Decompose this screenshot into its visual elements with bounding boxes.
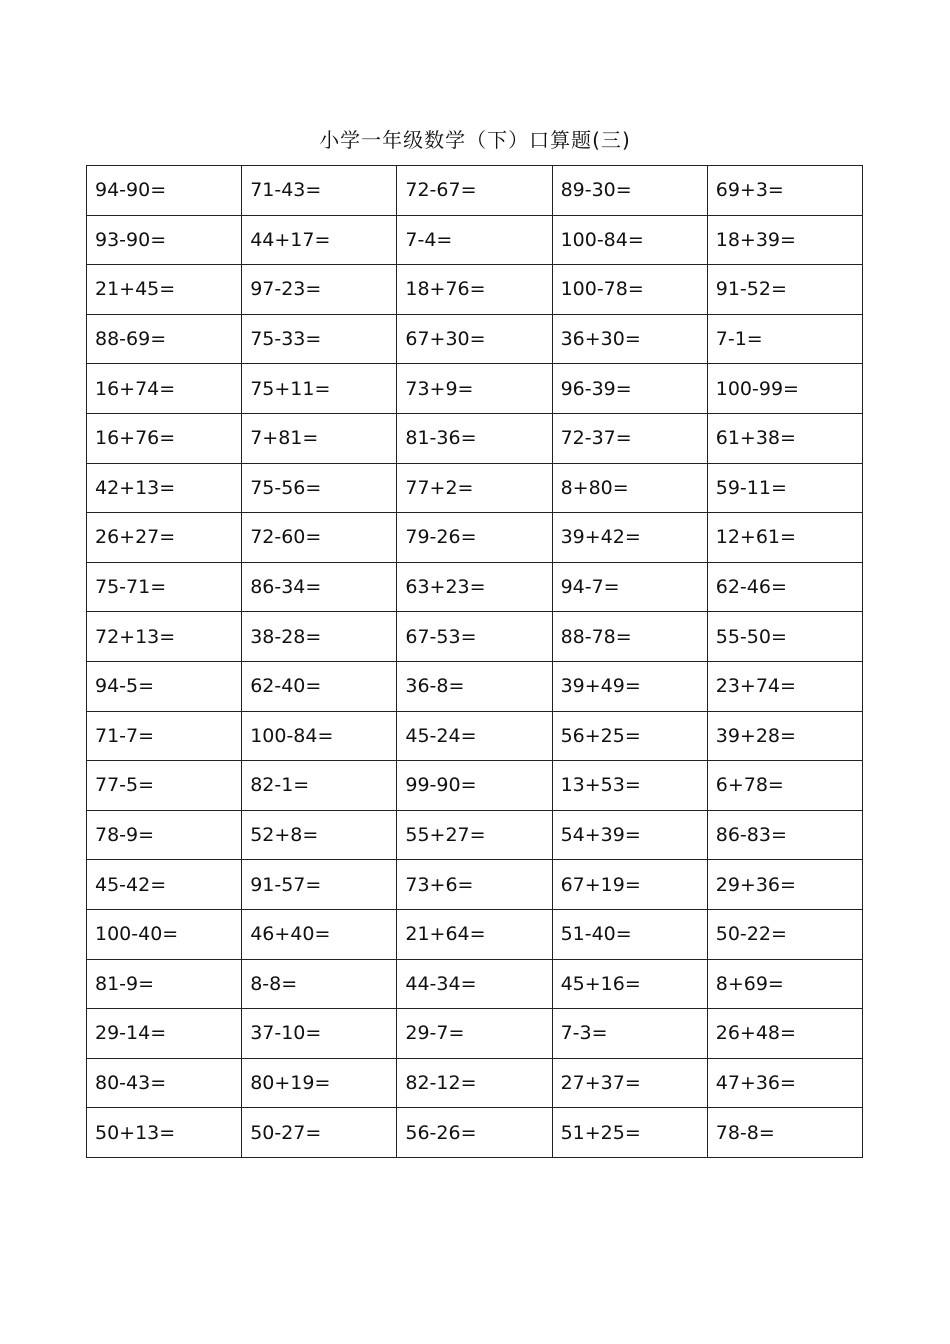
problem-cell: 18+76= (397, 265, 552, 315)
problem-cell: 37-10= (242, 1009, 397, 1059)
problem-cell: 62-46= (707, 562, 862, 612)
problem-cell: 21+45= (87, 265, 242, 315)
problem-cell: 27+37= (552, 1058, 707, 1108)
problem-cell: 29+36= (707, 860, 862, 910)
problem-cell: 50+13= (87, 1108, 242, 1158)
table-body (87, 166, 863, 1158)
problem-cell: 51+25= (552, 1108, 707, 1158)
problem-cell: 36-8= (397, 661, 552, 711)
table-row (87, 413, 863, 463)
problem-cell: 72-60= (242, 513, 397, 563)
problem-cell: 47+36= (707, 1058, 862, 1108)
problem-cell: 82-12= (397, 1058, 552, 1108)
problem-cell: 46+40= (242, 909, 397, 959)
problem-cell: 7-3= (552, 1009, 707, 1059)
table-row (87, 364, 863, 414)
problem-cell: 8+69= (707, 959, 862, 1009)
problem-cell: 100-40= (87, 909, 242, 959)
problem-cell: 6+78= (707, 761, 862, 811)
problem-cell: 77+2= (397, 463, 552, 513)
problem-cell: 94-5= (87, 661, 242, 711)
problem-cell: 45+16= (552, 959, 707, 1009)
table-row (87, 860, 863, 910)
problem-cell: 44-34= (397, 959, 552, 1009)
problem-cell: 72-67= (397, 166, 552, 216)
table-row (87, 1009, 863, 1059)
problem-cell: 73+6= (397, 860, 552, 910)
problem-cell: 77-5= (87, 761, 242, 811)
problem-cell: 71-7= (87, 711, 242, 761)
problem-cell: 50-22= (707, 909, 862, 959)
page-title: 小学一年级数学（下）口算题(三) (319, 128, 631, 152)
problem-cell: 8+80= (552, 463, 707, 513)
problem-cell: 88-78= (552, 612, 707, 662)
problem-cell: 100-78= (552, 265, 707, 315)
problem-cell: 75-71= (87, 562, 242, 612)
problem-cell: 78-8= (707, 1108, 862, 1158)
problem-cell: 59-11= (707, 463, 862, 513)
problem-cell: 16+74= (87, 364, 242, 414)
problem-cell: 96-39= (552, 364, 707, 414)
table-row (87, 1058, 863, 1108)
problem-cell: 42+13= (87, 463, 242, 513)
problem-cell: 82-1= (242, 761, 397, 811)
problem-cell: 8-8= (242, 959, 397, 1009)
problem-cell: 55+27= (397, 810, 552, 860)
problem-cell: 88-69= (87, 314, 242, 364)
table-row (87, 1108, 863, 1158)
problem-cell: 97-23= (242, 265, 397, 315)
problem-cell: 91-57= (242, 860, 397, 910)
table-row (87, 711, 863, 761)
problem-cell: 29-14= (87, 1009, 242, 1059)
problem-cell: 61+38= (707, 413, 862, 463)
problem-cell: 71-43= (242, 166, 397, 216)
problem-cell: 45-42= (87, 860, 242, 910)
arithmetic-problems-table (86, 165, 863, 1158)
problem-cell: 38-28= (242, 612, 397, 662)
problem-cell: 52+8= (242, 810, 397, 860)
problem-cell: 99-90= (397, 761, 552, 811)
problem-cell: 62-40= (242, 661, 397, 711)
problem-cell: 86-83= (707, 810, 862, 860)
problem-cell: 72+13= (87, 612, 242, 662)
problem-cell: 16+76= (87, 413, 242, 463)
table-row (87, 612, 863, 662)
problem-cell: 23+74= (707, 661, 862, 711)
problem-cell: 100-84= (552, 215, 707, 265)
problem-cell: 56+25= (552, 711, 707, 761)
problem-cell: 67+19= (552, 860, 707, 910)
problem-cell: 13+53= (552, 761, 707, 811)
problem-cell: 26+48= (707, 1009, 862, 1059)
table-row (87, 314, 863, 364)
problem-cell: 86-34= (242, 562, 397, 612)
table-row (87, 463, 863, 513)
table-row (87, 166, 863, 216)
problem-cell: 54+39= (552, 810, 707, 860)
table-row (87, 810, 863, 860)
table-row (87, 909, 863, 959)
problem-cell: 21+64= (397, 909, 552, 959)
problem-cell: 26+27= (87, 513, 242, 563)
problem-cell: 80-43= (87, 1058, 242, 1108)
problem-cell: 67+30= (397, 314, 552, 364)
problem-cell: 50-27= (242, 1108, 397, 1158)
problem-cell: 45-24= (397, 711, 552, 761)
problem-cell: 7-1= (707, 314, 862, 364)
problem-cell: 7-4= (397, 215, 552, 265)
problem-cell: 81-36= (397, 413, 552, 463)
problem-cell: 81-9= (87, 959, 242, 1009)
problem-cell: 72-37= (552, 413, 707, 463)
problem-cell: 91-52= (707, 265, 862, 315)
problem-cell: 78-9= (87, 810, 242, 860)
problem-cell: 100-84= (242, 711, 397, 761)
problem-cell: 80+19= (242, 1058, 397, 1108)
problem-cell: 39+28= (707, 711, 862, 761)
problem-cell: 63+23= (397, 562, 552, 612)
problem-cell: 12+61= (707, 513, 862, 563)
problem-cell: 94-90= (87, 166, 242, 216)
table-row (87, 562, 863, 612)
problem-cell: 36+30= (552, 314, 707, 364)
problem-cell: 75-56= (242, 463, 397, 513)
problem-cell: 39+42= (552, 513, 707, 563)
problem-cell: 55-50= (707, 612, 862, 662)
table-row (87, 215, 863, 265)
problem-cell: 18+39= (707, 215, 862, 265)
problem-cell: 56-26= (397, 1108, 552, 1158)
problem-cell: 51-40= (552, 909, 707, 959)
problem-cell: 7+81= (242, 413, 397, 463)
problem-cell: 79-26= (397, 513, 552, 563)
problem-cell: 39+49= (552, 661, 707, 711)
problem-cell: 44+17= (242, 215, 397, 265)
problem-cell: 100-99= (707, 364, 862, 414)
table-row (87, 959, 863, 1009)
problem-cell: 29-7= (397, 1009, 552, 1059)
problem-cell: 75+11= (242, 364, 397, 414)
problem-cell: 75-33= (242, 314, 397, 364)
table-row (87, 265, 863, 315)
table-row (87, 761, 863, 811)
table-row (87, 661, 863, 711)
problem-cell: 73+9= (397, 364, 552, 414)
problem-cell: 94-7= (552, 562, 707, 612)
table-row (87, 513, 863, 563)
problem-cell: 89-30= (552, 166, 707, 216)
problem-cell: 69+3= (707, 166, 862, 216)
problem-cell: 67-53= (397, 612, 552, 662)
problem-cell: 93-90= (87, 215, 242, 265)
